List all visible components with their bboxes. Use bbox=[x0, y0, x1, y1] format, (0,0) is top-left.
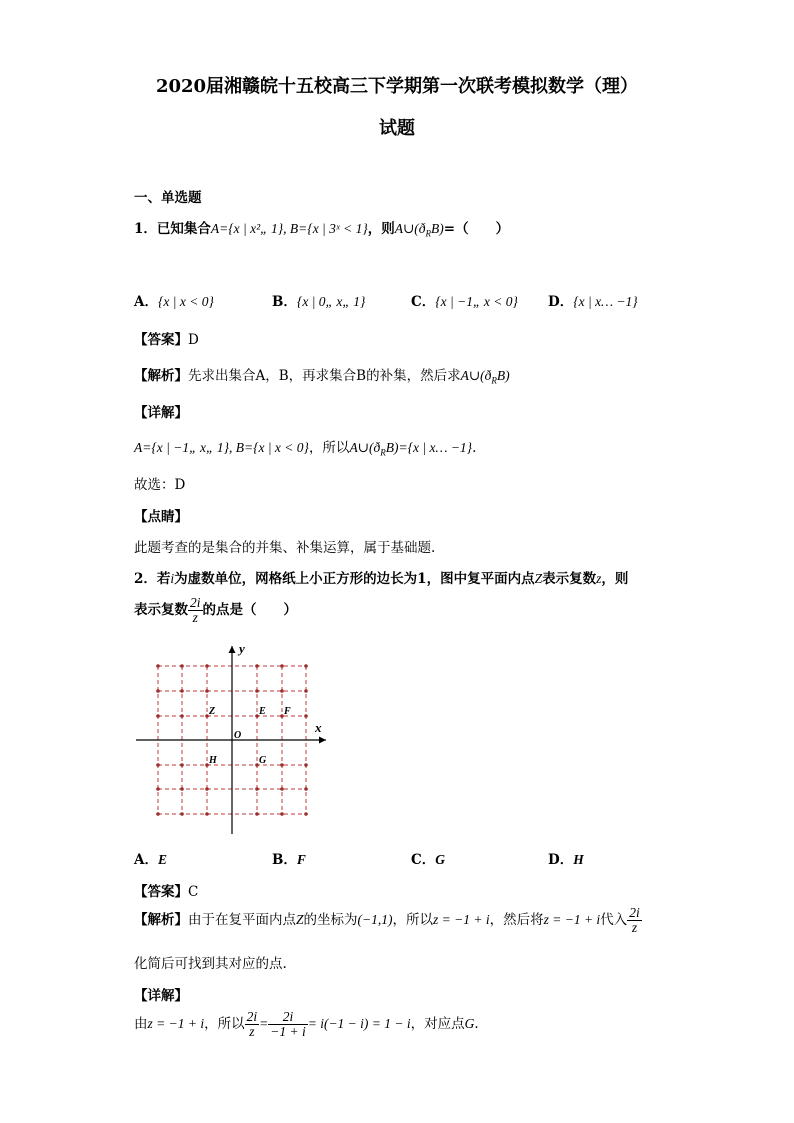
q1-detail-math2: A∪(ð bbox=[349, 440, 381, 455]
question-2-stem bbox=[134, 567, 628, 587]
q1-detail-mid: ，所以 bbox=[308, 440, 350, 456]
q1-option-b-key: B． bbox=[272, 294, 297, 310]
q1-answer-label: 【答案】 bbox=[134, 332, 188, 348]
grid-dot bbox=[156, 812, 160, 816]
grid-dot bbox=[304, 812, 308, 816]
q2-analysis-frac-den: z bbox=[631, 920, 638, 936]
question-1-stem bbox=[134, 217, 509, 239]
page-title-line2: 试题 bbox=[379, 118, 415, 139]
q1-choose: 故选：D bbox=[134, 477, 186, 493]
grid-dot bbox=[304, 787, 308, 791]
q2-stem-i: i bbox=[170, 571, 175, 586]
q1-option-a-key: A． bbox=[134, 294, 158, 310]
grid-dot bbox=[255, 664, 259, 668]
q2-stem-mid: 为虚数单位，网格纸上小正方形的边长为1，图中复平面内点 bbox=[174, 571, 535, 587]
q1-stem-prefix: 1．已知集合 bbox=[134, 221, 211, 237]
q1-answer bbox=[134, 328, 199, 348]
grid-dot bbox=[304, 714, 308, 718]
q2-analysis-d: ，然后将 bbox=[489, 912, 544, 929]
grid-dot bbox=[304, 763, 308, 767]
grid-dot bbox=[180, 787, 184, 791]
grid-dot bbox=[304, 664, 308, 668]
q1-option-c bbox=[411, 290, 518, 310]
point-label-e: E bbox=[259, 706, 266, 717]
q2-stem-line2-end: 的点是（ ） bbox=[202, 602, 298, 619]
q1-option-d-text: {x | x… −1} bbox=[573, 294, 638, 309]
q2-option-d-key: D． bbox=[548, 852, 574, 868]
q1-stem-math: A={x | x²„ 1}, B={x | 3ˣ < 1} bbox=[210, 221, 368, 236]
grid-dot bbox=[180, 664, 184, 668]
point-label-f: F bbox=[284, 706, 291, 717]
grid-dot bbox=[205, 689, 209, 693]
q2-answer-value: C bbox=[188, 884, 199, 900]
x-axis-label: x bbox=[315, 720, 322, 735]
q1-analysis-math2: B) bbox=[496, 368, 510, 383]
q2-stem-mid2: 表示复数 bbox=[542, 571, 597, 587]
q1-analysis-sub: R bbox=[491, 375, 497, 386]
point-label-z: Z bbox=[209, 706, 216, 717]
q2-answer-label: 【答案】 bbox=[134, 884, 188, 900]
q1-option-d bbox=[548, 290, 638, 310]
q2-stem-frac-den: z bbox=[192, 610, 198, 626]
grid-dot bbox=[156, 664, 160, 668]
q2-option-a-text: E bbox=[157, 852, 167, 867]
q2-analysis-fraction bbox=[627, 906, 642, 935]
q2-analysis-c: ，所以 bbox=[392, 912, 433, 929]
y-axis-label: y bbox=[239, 641, 245, 656]
q2-detail-a: 由 bbox=[134, 1016, 148, 1033]
grid-dot bbox=[280, 812, 284, 816]
q2-option-a bbox=[134, 848, 167, 868]
q2-analysis-e: 代入 bbox=[600, 912, 628, 929]
q1-detail-math3: B)={x | x… −1} bbox=[385, 440, 473, 455]
q2-detail-f1-num: 2i bbox=[246, 1009, 258, 1024]
q1-detail-sub: R bbox=[380, 447, 386, 458]
q2-option-c-key: C． bbox=[411, 852, 436, 868]
q2-option-b-key: B． bbox=[272, 852, 297, 868]
q1-analysis-label: 【解析】 bbox=[134, 368, 188, 384]
q1-option-b-text: {x | 0„ x„ 1} bbox=[296, 294, 366, 309]
grid-dot bbox=[205, 664, 209, 668]
grid-dot bbox=[280, 689, 284, 693]
q2-stem-fraction bbox=[188, 596, 203, 625]
page-title: 2020届湘赣皖十五校高三下学期第一次联考模拟数学（理） bbox=[155, 76, 639, 97]
q1-analysis bbox=[134, 364, 510, 386]
q2-stem-z: z bbox=[596, 571, 602, 586]
point-label-h: H bbox=[209, 755, 217, 766]
grid-dot bbox=[280, 664, 284, 668]
grid-dot bbox=[255, 812, 259, 816]
q1-stem-math3: B) bbox=[431, 221, 444, 236]
q2-stem-Z: Z bbox=[534, 571, 543, 586]
grid-dot bbox=[205, 812, 209, 816]
q2-detail-eq: z = −1 + i bbox=[147, 1016, 205, 1032]
q2-detail-fraction-1 bbox=[245, 1010, 260, 1039]
q1-option-b bbox=[272, 290, 365, 310]
grid-dot bbox=[180, 689, 184, 693]
grid-dot bbox=[304, 689, 308, 693]
q2-detail-c: ，对应点 bbox=[410, 1016, 465, 1033]
q2-answer bbox=[134, 880, 198, 900]
q2-option-d-text: H bbox=[573, 852, 584, 867]
q2-stem-line2-prefix: 表示复数 bbox=[134, 602, 188, 619]
q1-stem-math2: A∪(ð bbox=[394, 221, 426, 236]
q1-option-c-key: C． bbox=[411, 294, 436, 310]
q2-detail-f1-den: z bbox=[249, 1024, 255, 1040]
grid-dot bbox=[156, 763, 160, 767]
q1-option-a-text: {x | x < 0} bbox=[157, 294, 214, 309]
q1-comment: 此题考查的是集合的并集、补集运算，属于基础题. bbox=[134, 540, 436, 556]
q2-detail-result: = i(−1 − i) = 1 − i bbox=[307, 1016, 411, 1032]
q2-detail-b: ，所以 bbox=[204, 1016, 245, 1033]
grid-dot bbox=[255, 787, 259, 791]
grid-dot bbox=[180, 714, 184, 718]
origin-label: O bbox=[234, 730, 242, 741]
q2-detail bbox=[134, 1010, 479, 1039]
q2-analysis-a: 由于在复平面内点 bbox=[188, 912, 296, 929]
q1-answer-value: D bbox=[188, 332, 199, 348]
q2-detail-fraction-2 bbox=[268, 1010, 307, 1039]
q1-stem-sub: R bbox=[425, 228, 432, 239]
q2-detail-G: G bbox=[464, 1016, 475, 1032]
point-label-g: G bbox=[259, 755, 267, 766]
grid-dot bbox=[280, 787, 284, 791]
q2-analysis-coord: (−1,1) bbox=[357, 912, 393, 928]
q2-analysis-eq2: z = −1 + i bbox=[543, 912, 601, 928]
q2-analysis-Z: Z bbox=[296, 912, 304, 928]
q2-analysis-b: 的坐标为 bbox=[303, 912, 358, 929]
q2-detail-end: . bbox=[474, 1016, 479, 1033]
q1-detail-label: 【详解】 bbox=[134, 405, 188, 421]
q1-analysis-text: 先求出集合A，B，再求集合B的补集，然后求 bbox=[188, 368, 461, 384]
q2-option-b bbox=[272, 848, 306, 868]
q1-stem-suffix: =（ ） bbox=[443, 221, 510, 237]
grid-dot bbox=[156, 787, 160, 791]
axes bbox=[136, 646, 326, 834]
q1-analysis-math: A∪(ð bbox=[460, 368, 492, 383]
q2-option-c bbox=[411, 848, 445, 868]
grid-dot bbox=[156, 714, 160, 718]
complex-plane-figure bbox=[130, 638, 335, 838]
grid-dot bbox=[156, 689, 160, 693]
q2-analysis-line2: 化简后可找到其对应的点. bbox=[134, 956, 287, 972]
q1-detail-math: A={x | −1„ x„ 1}, B={x | x < 0} bbox=[134, 440, 309, 455]
q1-option-a bbox=[134, 290, 214, 310]
section-header: 一、单选题 bbox=[134, 190, 202, 206]
grid-dot bbox=[180, 763, 184, 767]
q2-option-c-text: G bbox=[435, 852, 445, 867]
q2-option-b-text: F bbox=[296, 852, 306, 867]
grid-dot bbox=[180, 812, 184, 816]
q2-detail-f2-num: 2i bbox=[268, 1010, 307, 1025]
grid-dot bbox=[280, 763, 284, 767]
q2-option-a-key: A． bbox=[134, 852, 158, 868]
q2-option-d bbox=[548, 848, 584, 868]
q1-option-d-key: D． bbox=[548, 294, 574, 310]
q2-analysis-label: 【解析】 bbox=[134, 912, 188, 929]
q2-analysis bbox=[134, 906, 642, 935]
q2-detail-label: 【详解】 bbox=[134, 988, 188, 1004]
q1-detail-end: . bbox=[472, 440, 477, 456]
q2-detail-f2-den: −1 + i bbox=[270, 1024, 306, 1040]
question-2-stem-line2 bbox=[134, 596, 297, 625]
q2-analysis-eq: z = −1 + i bbox=[433, 912, 490, 928]
q2-analysis-frac-num: 2i bbox=[629, 905, 640, 920]
q2-stem-end: ，则 bbox=[601, 571, 629, 587]
q1-stem-mid: ，则 bbox=[367, 221, 395, 237]
q1-comment-label: 【点睛】 bbox=[134, 509, 188, 525]
q2-stem-prefix: 2．若 bbox=[134, 571, 171, 587]
q2-stem-frac-num: 2i bbox=[190, 595, 201, 610]
q2-detail-equals: = bbox=[259, 1016, 269, 1032]
q1-detail bbox=[134, 436, 476, 458]
q1-option-c-text: {x | −1„ x < 0} bbox=[435, 294, 518, 309]
grid-dot bbox=[205, 787, 209, 791]
grid-dot bbox=[255, 689, 259, 693]
